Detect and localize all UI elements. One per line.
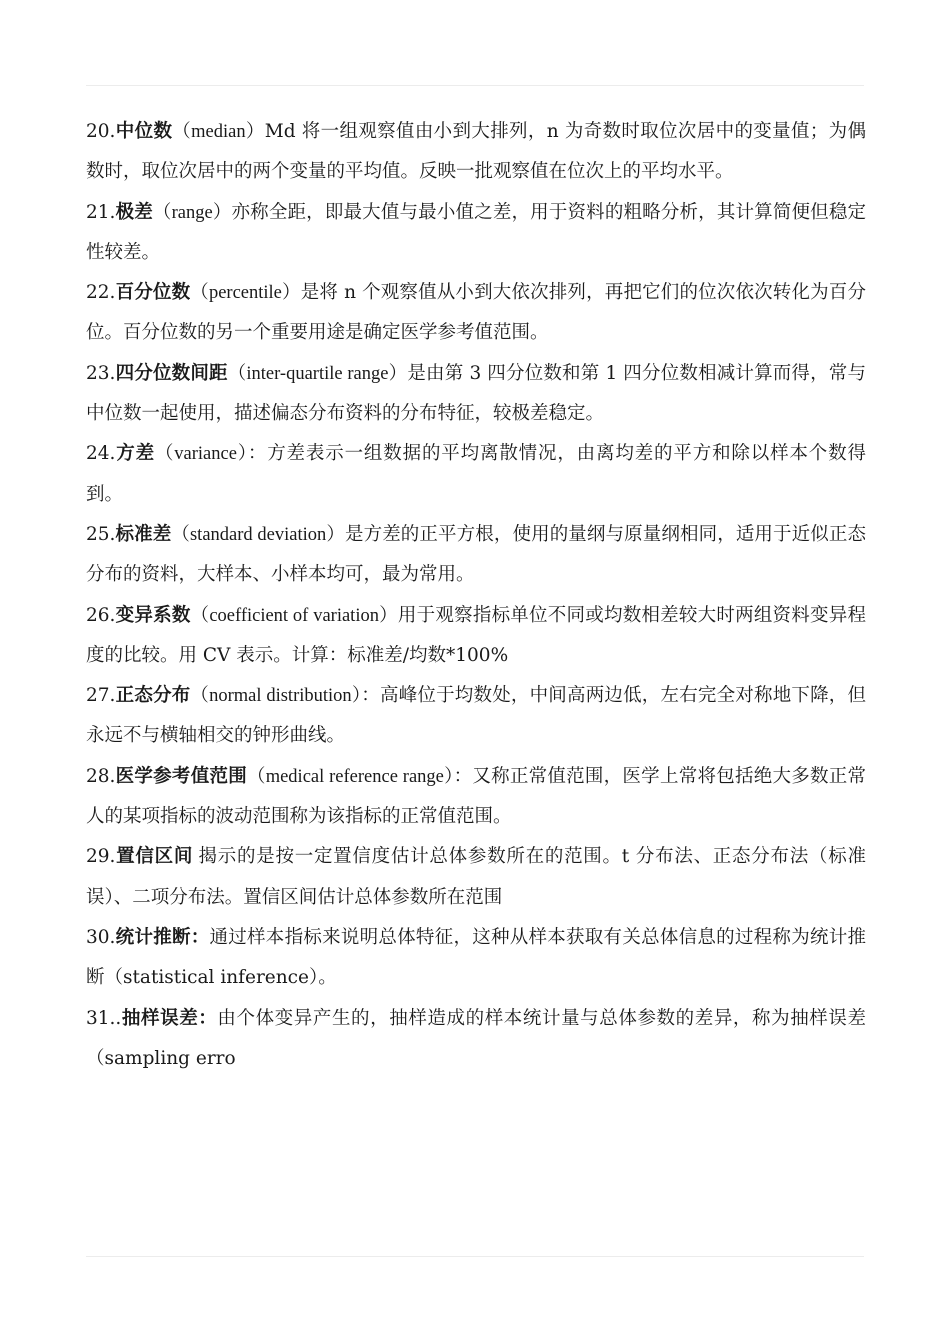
entry-text: 用于观察指标单位不同或均数相差较大时两组资料变异程度的比较。用 CV 表示。计算：标准差/均数*100%: [86, 604, 866, 666]
entry-term: 变异系数: [115, 604, 191, 626]
entry-english: （percentile）: [190, 283, 301, 304]
entry-english: （normal distribution）：: [190, 686, 381, 707]
entry-english: （medical reference range）：: [246, 766, 473, 787]
entry-term: 统计推断：: [115, 926, 210, 948]
entry-term: 四分位数间距: [115, 362, 228, 384]
entry-term: 置信区间: [115, 846, 194, 868]
entry-text: Md 将一组观察值由小到大排列，n 为奇数时取位次居中的变量值；为偶数时，取位次居中的两个变量的平均值。反映一批观察值在位次上的平均水平。: [86, 121, 866, 183]
entry-english: （standard deviation）: [171, 524, 345, 545]
entry-23: [86, 354, 866, 435]
entry-27: [86, 676, 866, 757]
entry-term: 中位数: [115, 121, 173, 142]
entry-english: （variance）：: [154, 444, 268, 465]
document-body: [86, 112, 866, 1079]
entry-29: [86, 837, 866, 918]
entry-text: 亦称全距，即最大值与最小值之差，用于资料的粗略分析，其计算简便但稳定性较差。: [86, 201, 866, 263]
header-rule: [86, 85, 864, 86]
entry-english: （range）: [152, 202, 232, 223]
entry-term: 标准差: [115, 523, 172, 545]
entry-20: [86, 112, 866, 193]
entry-26: [86, 596, 866, 677]
entry-term: 极差: [115, 201, 153, 223]
entry-english: （coefficient of variation）: [190, 605, 398, 626]
entry-number: 25.: [86, 523, 116, 545]
entry-number: 27.: [86, 685, 116, 707]
entry-28: [86, 757, 866, 838]
entry-number: 28.: [86, 765, 116, 787]
entry-text: 方差表示一组数据的平均离散情况，由离均差的平方和除以样本个数得到。: [86, 443, 866, 505]
entry-english: （median）: [172, 122, 265, 142]
entry-term: 百分位数: [115, 282, 191, 304]
entry-number: 26.: [86, 604, 116, 626]
entry-term: 方差: [115, 443, 155, 465]
entry-text: 是将 n 个观察值从小到大依次排列，再把它们的位次依次转化为百分位。百分位数的另一个重要用途是确定医学参考值范围。: [86, 282, 866, 344]
entry-21: [86, 193, 866, 274]
entry-number: 20.: [86, 121, 116, 142]
entry-text: 是由第 3 四分位数和第 1 四分位数相减计算而得，常与中位数一起使用，描述偏态分布资料的分布特征，较极差稳定。: [86, 362, 866, 425]
entry-number: 23.: [86, 362, 116, 384]
footer-rule: [86, 1256, 864, 1257]
entry-text: 高峰位于均数处，中间高两边低，左右完全对称地下降，但永远不与横轴相交的钟形曲线。: [86, 685, 866, 747]
entry-31: [86, 999, 866, 1080]
entry-text: 又称正常值范围，医学上常将包括绝大多数正常人的某项指标的波动范围称为该指标的正常值范围。: [86, 765, 866, 828]
entry-term: 抽样误差：: [121, 1007, 218, 1029]
entry-24: [86, 434, 866, 515]
entry-number: 24.: [86, 443, 116, 465]
entry-30: [86, 918, 866, 999]
entry-term: 正态分布: [115, 685, 191, 707]
entry-english: （inter-quartile range）: [227, 363, 408, 384]
entry-number: 31..: [86, 1007, 122, 1029]
entry-text: 揭示的是按一定置信度估计总体参数所在的范围。t 分布法、正态分布法（标准误）、二项分布法。置信区间估计总体参数所在范围: [86, 846, 866, 908]
entry-22: [86, 273, 866, 354]
entry-text: 由个体变异产生的，抽样造成的样本统计量与总体参数的差异，称为抽样误差（sampling erro: [86, 1007, 866, 1069]
entry-text: 是方差的正平方根，使用的量纲与原量纲相同，适用于近似正态分布的资料，大样本、小样本均可，最为常用。: [86, 523, 866, 586]
entry-number: 21.: [86, 201, 116, 223]
entry-number: 22.: [86, 282, 116, 304]
entry-text: 通过样本指标来说明总体特征，这种从样本获取有关总体信息的过程称为统计推断（statistical inference）。: [86, 926, 866, 989]
entry-number: 30.: [86, 926, 116, 948]
entry-number: 29.: [86, 846, 116, 868]
entry-term: 医学参考值范围: [115, 765, 247, 787]
entry-25: [86, 515, 866, 596]
